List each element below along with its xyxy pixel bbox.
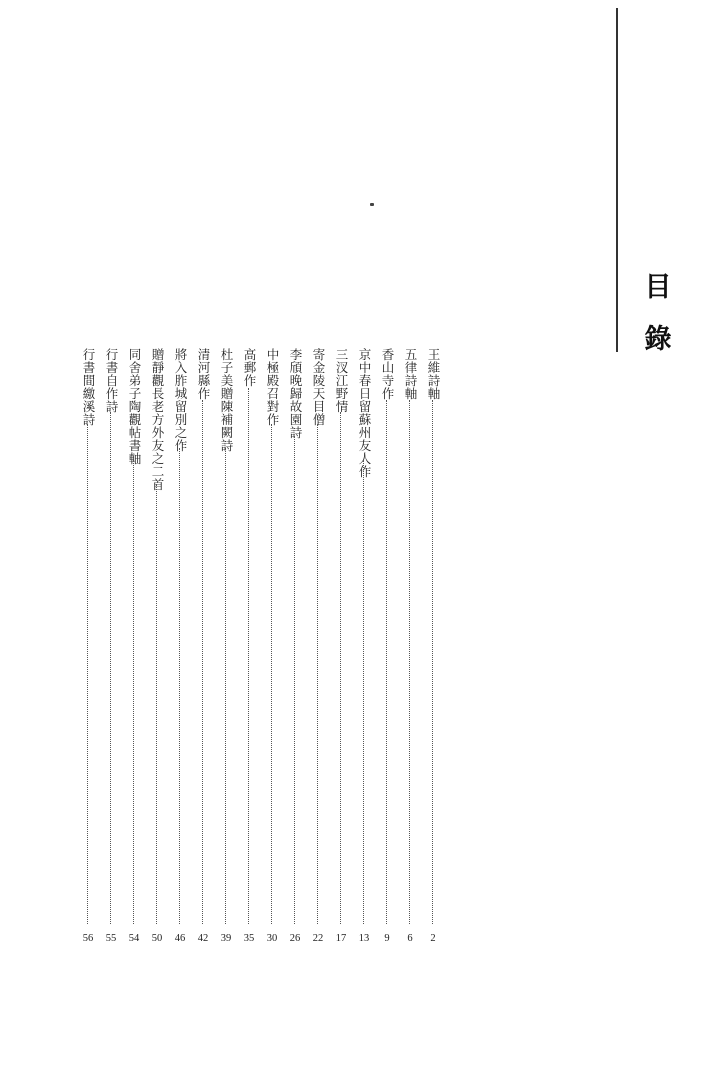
toc-entry[interactable] <box>286 348 304 944</box>
leader-dots <box>294 436 295 924</box>
toc-entry[interactable] <box>194 348 212 944</box>
entry-page: 13 <box>358 933 370 944</box>
leader-dots <box>202 400 203 924</box>
heading-char-1: 目 <box>644 272 672 303</box>
toc-list <box>0 348 708 948</box>
entry-title: 三汊江野情 <box>334 348 349 413</box>
entry-title: 行書自作詩 <box>104 348 119 413</box>
entry-title: 中極殿召對作 <box>265 348 280 426</box>
leader-dots <box>409 400 410 924</box>
entry-page: 55 <box>105 933 117 944</box>
entry-title: 五律詩軸 <box>403 348 418 400</box>
entry-title: 香山寺作 <box>380 348 395 400</box>
leader-dots <box>87 424 88 924</box>
entry-title: 寄金陵天目僧 <box>311 348 326 426</box>
entry-page: 26 <box>289 933 301 944</box>
leader-dots <box>386 400 387 924</box>
leader-dots <box>363 460 364 924</box>
entry-page: 9 <box>384 933 390 944</box>
entry-title: 行書間繳溪詩 <box>81 348 96 426</box>
toc-entry[interactable] <box>125 348 143 944</box>
toc-entry[interactable] <box>401 348 419 944</box>
entry-page: 2 <box>430 933 436 944</box>
leader-dots <box>179 448 180 924</box>
toc-entry[interactable] <box>148 348 166 944</box>
heading-char-2: 錄 <box>644 324 672 355</box>
print-speck <box>370 203 374 206</box>
toc-entry[interactable] <box>171 348 189 944</box>
leader-dots <box>432 400 433 924</box>
entry-title: 同舍弟子陶觀帖書軸 <box>127 348 142 465</box>
toc-entry[interactable] <box>378 348 396 944</box>
toc-entry[interactable] <box>355 348 373 944</box>
entry-page: 35 <box>243 933 255 944</box>
entry-page: 54 <box>128 933 140 944</box>
toc-entry[interactable] <box>309 348 327 944</box>
toc-entry[interactable] <box>79 348 97 944</box>
leader-dots <box>110 412 111 924</box>
vertical-rule <box>616 8 618 352</box>
entry-page: 39 <box>220 933 232 944</box>
entry-page: 6 <box>407 933 413 944</box>
toc-entry[interactable] <box>217 348 235 944</box>
toc-entry[interactable] <box>424 348 442 944</box>
entry-title: 贈靜觀長老方外友之二首 <box>150 348 165 491</box>
entry-page: 17 <box>335 933 347 944</box>
entry-title: 清河縣作 <box>196 348 211 400</box>
entry-page: 42 <box>197 933 209 944</box>
leader-dots <box>340 412 341 924</box>
entry-title: 李頎晚歸故園詩 <box>288 348 303 439</box>
entry-page: 50 <box>151 933 163 944</box>
toc-entry[interactable] <box>263 348 281 944</box>
entry-page: 56 <box>82 933 94 944</box>
leader-dots <box>271 424 272 924</box>
toc-entry[interactable] <box>332 348 350 944</box>
entry-title: 京中春日留蘇州友人作 <box>357 348 372 478</box>
entry-page: 46 <box>174 933 186 944</box>
toc-entry[interactable] <box>102 348 120 944</box>
toc-entry[interactable] <box>240 348 258 944</box>
leader-dots <box>156 484 157 924</box>
entry-page: 30 <box>266 933 278 944</box>
entry-title: 杜子美贈陳補闕詩 <box>219 348 234 452</box>
leader-dots <box>317 424 318 924</box>
leader-dots <box>225 448 226 924</box>
leader-dots <box>248 388 249 924</box>
leader-dots <box>133 460 134 924</box>
entry-title: 王維詩軸 <box>426 348 441 400</box>
entry-title: 將入胙城留別之作 <box>173 348 188 452</box>
entry-page: 22 <box>312 933 324 944</box>
entry-title: 高郵作 <box>242 348 257 387</box>
